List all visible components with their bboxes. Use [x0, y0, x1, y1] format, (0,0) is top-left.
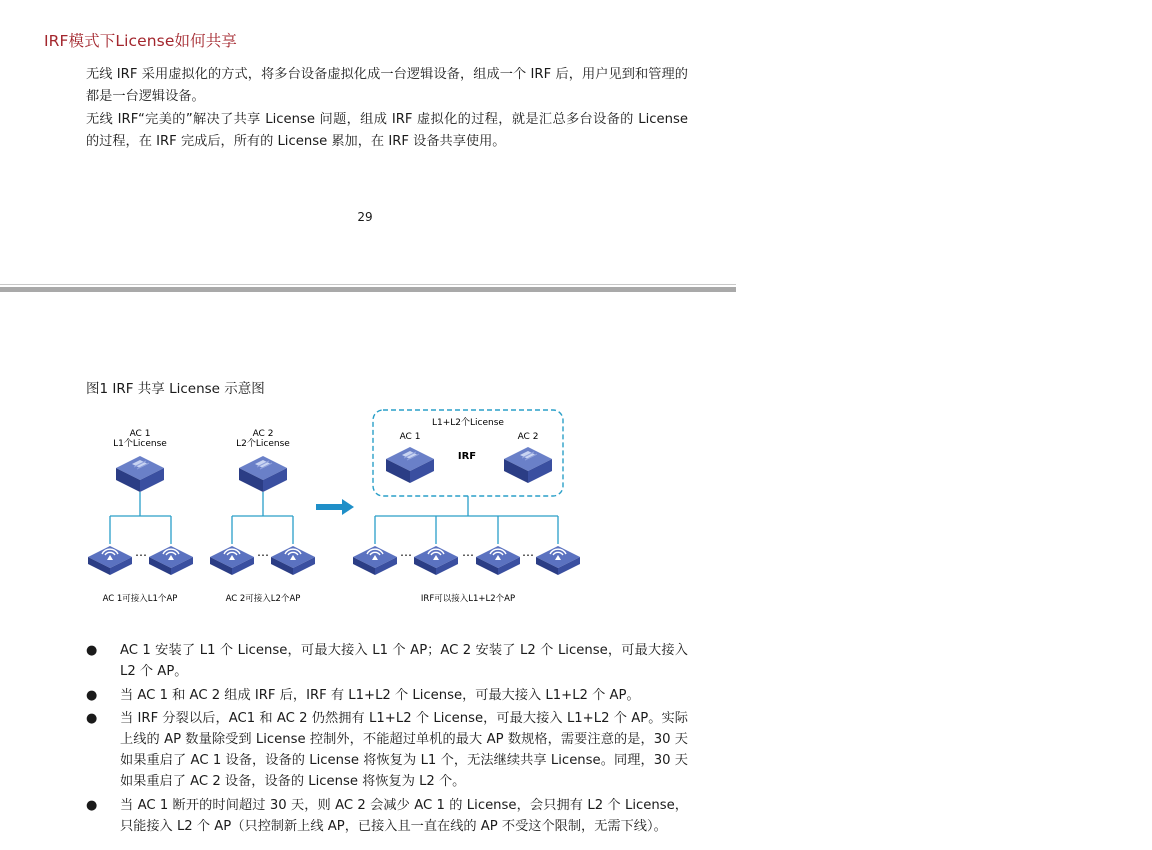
list-item: ● 当 AC 1 断开的时间超过 30 天，则 AC 2 会减少 AC 1 的 License，会只拥有 L2 个 License，只能接入 L2 个 AP（只控制新上线 AP，已接入且一直在线的 AP 不受这个限制，无需下线）。: [86, 795, 688, 837]
irf-license-diagram: [80, 402, 600, 612]
irf-ac2-device-icon: [504, 447, 552, 483]
ap-icon: [353, 546, 397, 575]
ac1-links: [110, 492, 171, 544]
ap-icon: [536, 546, 580, 575]
bullet-list: [86, 640, 688, 839]
irf-ac1-device-icon: [386, 447, 434, 483]
ap-icon: [149, 546, 193, 575]
bullet-icon: ●: [86, 643, 98, 658]
ac1-name: AC 1: [129, 429, 151, 439]
ap-icon: [210, 546, 254, 575]
page-number: 29: [357, 210, 373, 224]
list-item: ● 当 IRF 分裂以后，AC1 和 AC 2 仍然拥有 L1+L2 个 License，可最大接入 L1+L2 个 AP。实际上线的 AP 数量除受到 License 控制外，不能超过单机的最大 AP 数规格，需要注意的是，30 天如果重启了 AC 1 设备，设备的 License 将恢复为 L1 个，无法继续共享 License。同理，30 天如果重启了 AC 2 设备，设备的 License 将恢复为 L2 个。: [86, 708, 688, 792]
figure-caption: 图1 IRF 共享 License 示意图: [86, 381, 265, 397]
ellipsis: ⋯: [522, 548, 534, 562]
ap-icon: [414, 546, 458, 575]
ap-icon: [88, 546, 132, 575]
ac2-device-icon: [239, 456, 287, 492]
intro-paragraph-2: 无线 IRF“完美的”解决了共享 License 问题，组成 IRF 虚拟化的过程，就是汇总多台设备的 License 的过程，在 IRF 完成后，所有的 License 累加，在 IRF 设备共享使用。: [86, 112, 688, 149]
transition-arrow-icon: [316, 499, 354, 515]
bullet-icon: ●: [86, 711, 98, 726]
ac2-name: AC 2: [252, 429, 274, 439]
list-item: ● 当 AC 1 和 AC 2 组成 IRF 后，IRF 有 L1+L2 个 License，可最大接入 L1+L2 个 AP。: [86, 685, 688, 706]
ellipsis: ⋯: [257, 548, 269, 562]
irf-label: IRF: [457, 451, 477, 462]
ac1-ap-caption: AC 1可接入L1个AP: [102, 594, 178, 604]
ac2-license: L2个License: [236, 439, 290, 449]
irf-ac2-name: AC 2: [517, 432, 539, 442]
ap-icon: [476, 546, 520, 575]
ellipsis: ⋯: [400, 548, 412, 562]
list-item: ● AC 1 安装了 L1 个 License，可最大接入 L1 个 AP；AC 2 安装了 L2 个 License，可最大接入 L2 个 AP。: [86, 640, 688, 682]
irf-license: L1+L2个License: [432, 418, 504, 428]
ac2-ap-caption: AC 2可接入L2个AP: [225, 594, 301, 604]
section-heading: IRF模式下License如何共享: [44, 32, 237, 50]
intro-paragraph-1: 无线 IRF 采用虚拟化的方式，将多台设备虚拟化成一台逻辑设备，组成一个 IRF 后，用户见到和管理的都是一台逻辑设备。: [86, 67, 688, 104]
page-divider-thin: [0, 284, 736, 285]
bullet-icon: ●: [86, 797, 98, 813]
page-divider-thick: [0, 287, 736, 292]
ac2-links: [232, 492, 293, 544]
irf-ap-caption: IRF可以接入L1+L2个AP: [420, 594, 516, 604]
ap-icon: [271, 546, 315, 575]
ac1-device-icon: [116, 456, 164, 492]
ac1-license: L1个License: [113, 439, 167, 449]
irf-ac1-name: AC 1: [399, 432, 421, 442]
bullet-icon: ●: [86, 687, 98, 703]
ellipsis: ⋯: [462, 548, 474, 562]
irf-links: [375, 496, 558, 544]
ellipsis: ⋯: [135, 548, 147, 562]
